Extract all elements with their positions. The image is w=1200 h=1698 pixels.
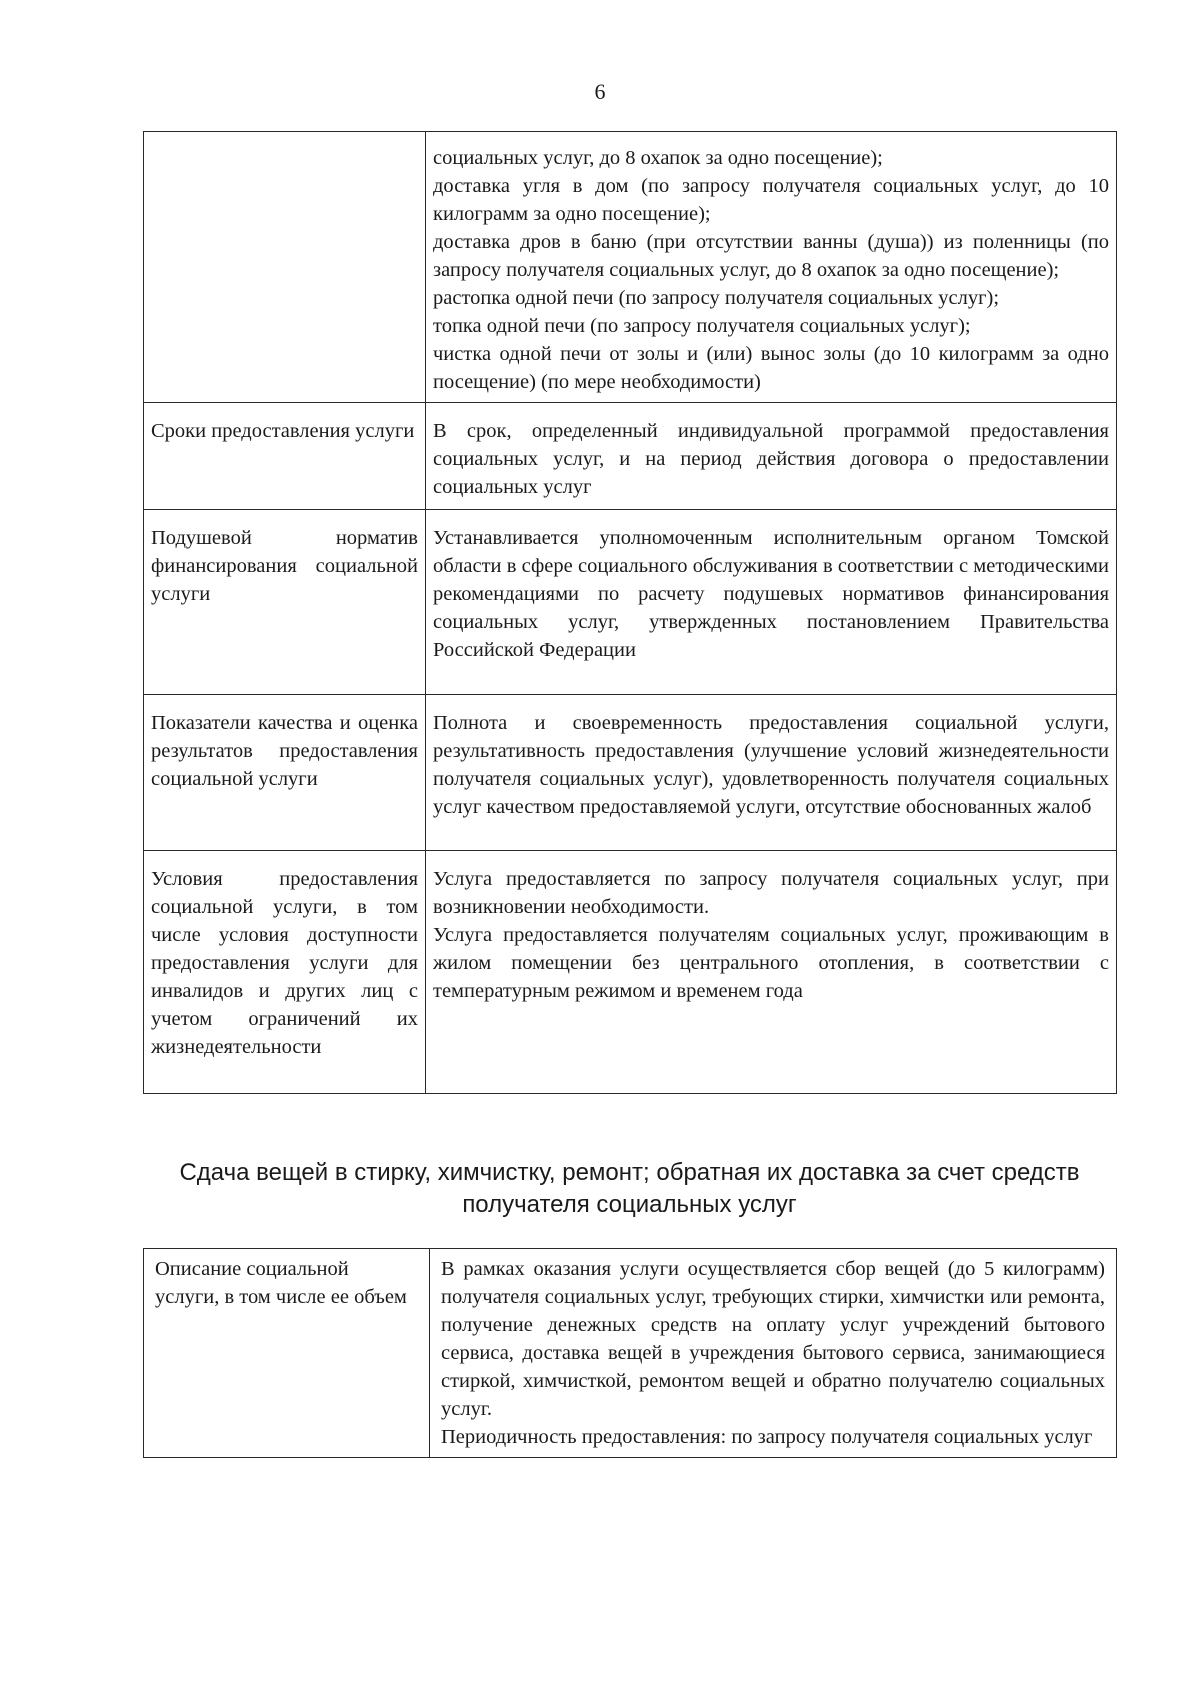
table-row	[144, 851, 1117, 1094]
table-row	[144, 695, 1117, 851]
paragraph: топка одной печи (по запросу получателя социальных услуг);	[433, 315, 971, 337]
row-label: Условия предоставления социальной услуги, в том числе условия доступности предоставления услуги для инвалидов и других лиц с учетом ограничений их жизнедеятельности	[144, 851, 426, 1094]
row-label: Описание социальной услуги, в том числе ее объем	[144, 1249, 430, 1458]
section-title-line: Сдача вещей в стирку, химчистку, ремонт; обратная их доставка за счет средств	[179, 1159, 1080, 1186]
section-title-line: получателя социальных услуг	[462, 1191, 797, 1218]
table-row	[144, 132, 1117, 403]
row-value	[426, 851, 1117, 1094]
paragraph: доставка дров в баню (при отсутствии ванны (душа)) из поленницы (по запросу получателя социальных услуг, до 8 охапок за одно посещение);	[433, 231, 1109, 281]
service-details-table	[143, 131, 1117, 1094]
paragraph: растопка одной печи (по запросу получателя социальных услуг);	[433, 287, 1000, 309]
paragraph: доставка угля в дом (по запросу получателя социальных услуг, до 10 килограмм за одно посещение);	[433, 175, 1109, 225]
row-label: Показатели качества и оценка результатов предоставления социальной услуги	[144, 695, 426, 851]
paragraph: чистка одной печи от золы и (или) вынос золы (до 10 килограмм за одно посещение) (по мере необходимости)	[433, 343, 1109, 393]
section-title	[143, 1157, 1116, 1221]
paragraph: В срок, определенный индивидуальной программой предоставления социальных услуг, и на период действия договора о предоставлении социальных услуг	[433, 420, 1109, 498]
table-row	[144, 510, 1117, 695]
table-row	[144, 403, 1117, 510]
row-label: Сроки предоставления услуги	[144, 403, 426, 510]
page-number: 6	[594, 79, 606, 104]
row-value	[430, 1249, 1117, 1458]
row-value	[426, 510, 1117, 695]
table-row	[144, 1249, 1117, 1458]
paragraph: В рамках оказания услуги осуществляется сбор вещей (до 5 килограмм) получателя социальных услуг, требующих стирки, химчистки или ремонта, получение денежных средств на оплату услуг учреждений бытового сервиса, доставка вещей в учреждения бытового сервиса, занимающиеся стиркой, химчисткой, ремонтом вещей и обратно получателю социальных услуг.	[441, 1258, 1105, 1420]
paragraph: Периодичность предоставления: по запросу получателя социальных услуг	[441, 1426, 1093, 1448]
paragraph: Услуга предоставляется получателям социальных услуг, проживающим в жилом помещении без центрального отопления, в соответствии с температурным режимом и временем года	[433, 924, 1109, 1002]
paragraph: Устанавливается уполномоченным исполнительным органом Томской области в сфере социального обслуживания в соответствии с методическими рекомендациями по расчету подушевых нормативов финансирования социальных услуг, утвержденных постановлением Правительства Российской Федерации	[433, 527, 1109, 661]
paragraph: Полнота и своевременность предоставления социальной услуги, результативность предоставления (улучшение условий жизнедеятельности получателя социальных услуг), удовлетворенность получателя социальных услуг качеством предоставляемой услуги, отсутствие обоснованных жалоб	[433, 712, 1109, 818]
row-label: Подушевой норматив финансирования социальной услуги	[144, 510, 426, 695]
row-value	[426, 403, 1117, 510]
row-value	[426, 695, 1117, 851]
paragraph: социальных услуг, до 8 охапок за одно посещение);	[433, 147, 883, 169]
row-label	[144, 132, 426, 403]
paragraph: Услуга предоставляется по запросу получателя социальных услуг, при возникновении необходимости.	[433, 868, 1109, 918]
laundry-service-table	[143, 1248, 1117, 1458]
row-value	[426, 132, 1117, 403]
